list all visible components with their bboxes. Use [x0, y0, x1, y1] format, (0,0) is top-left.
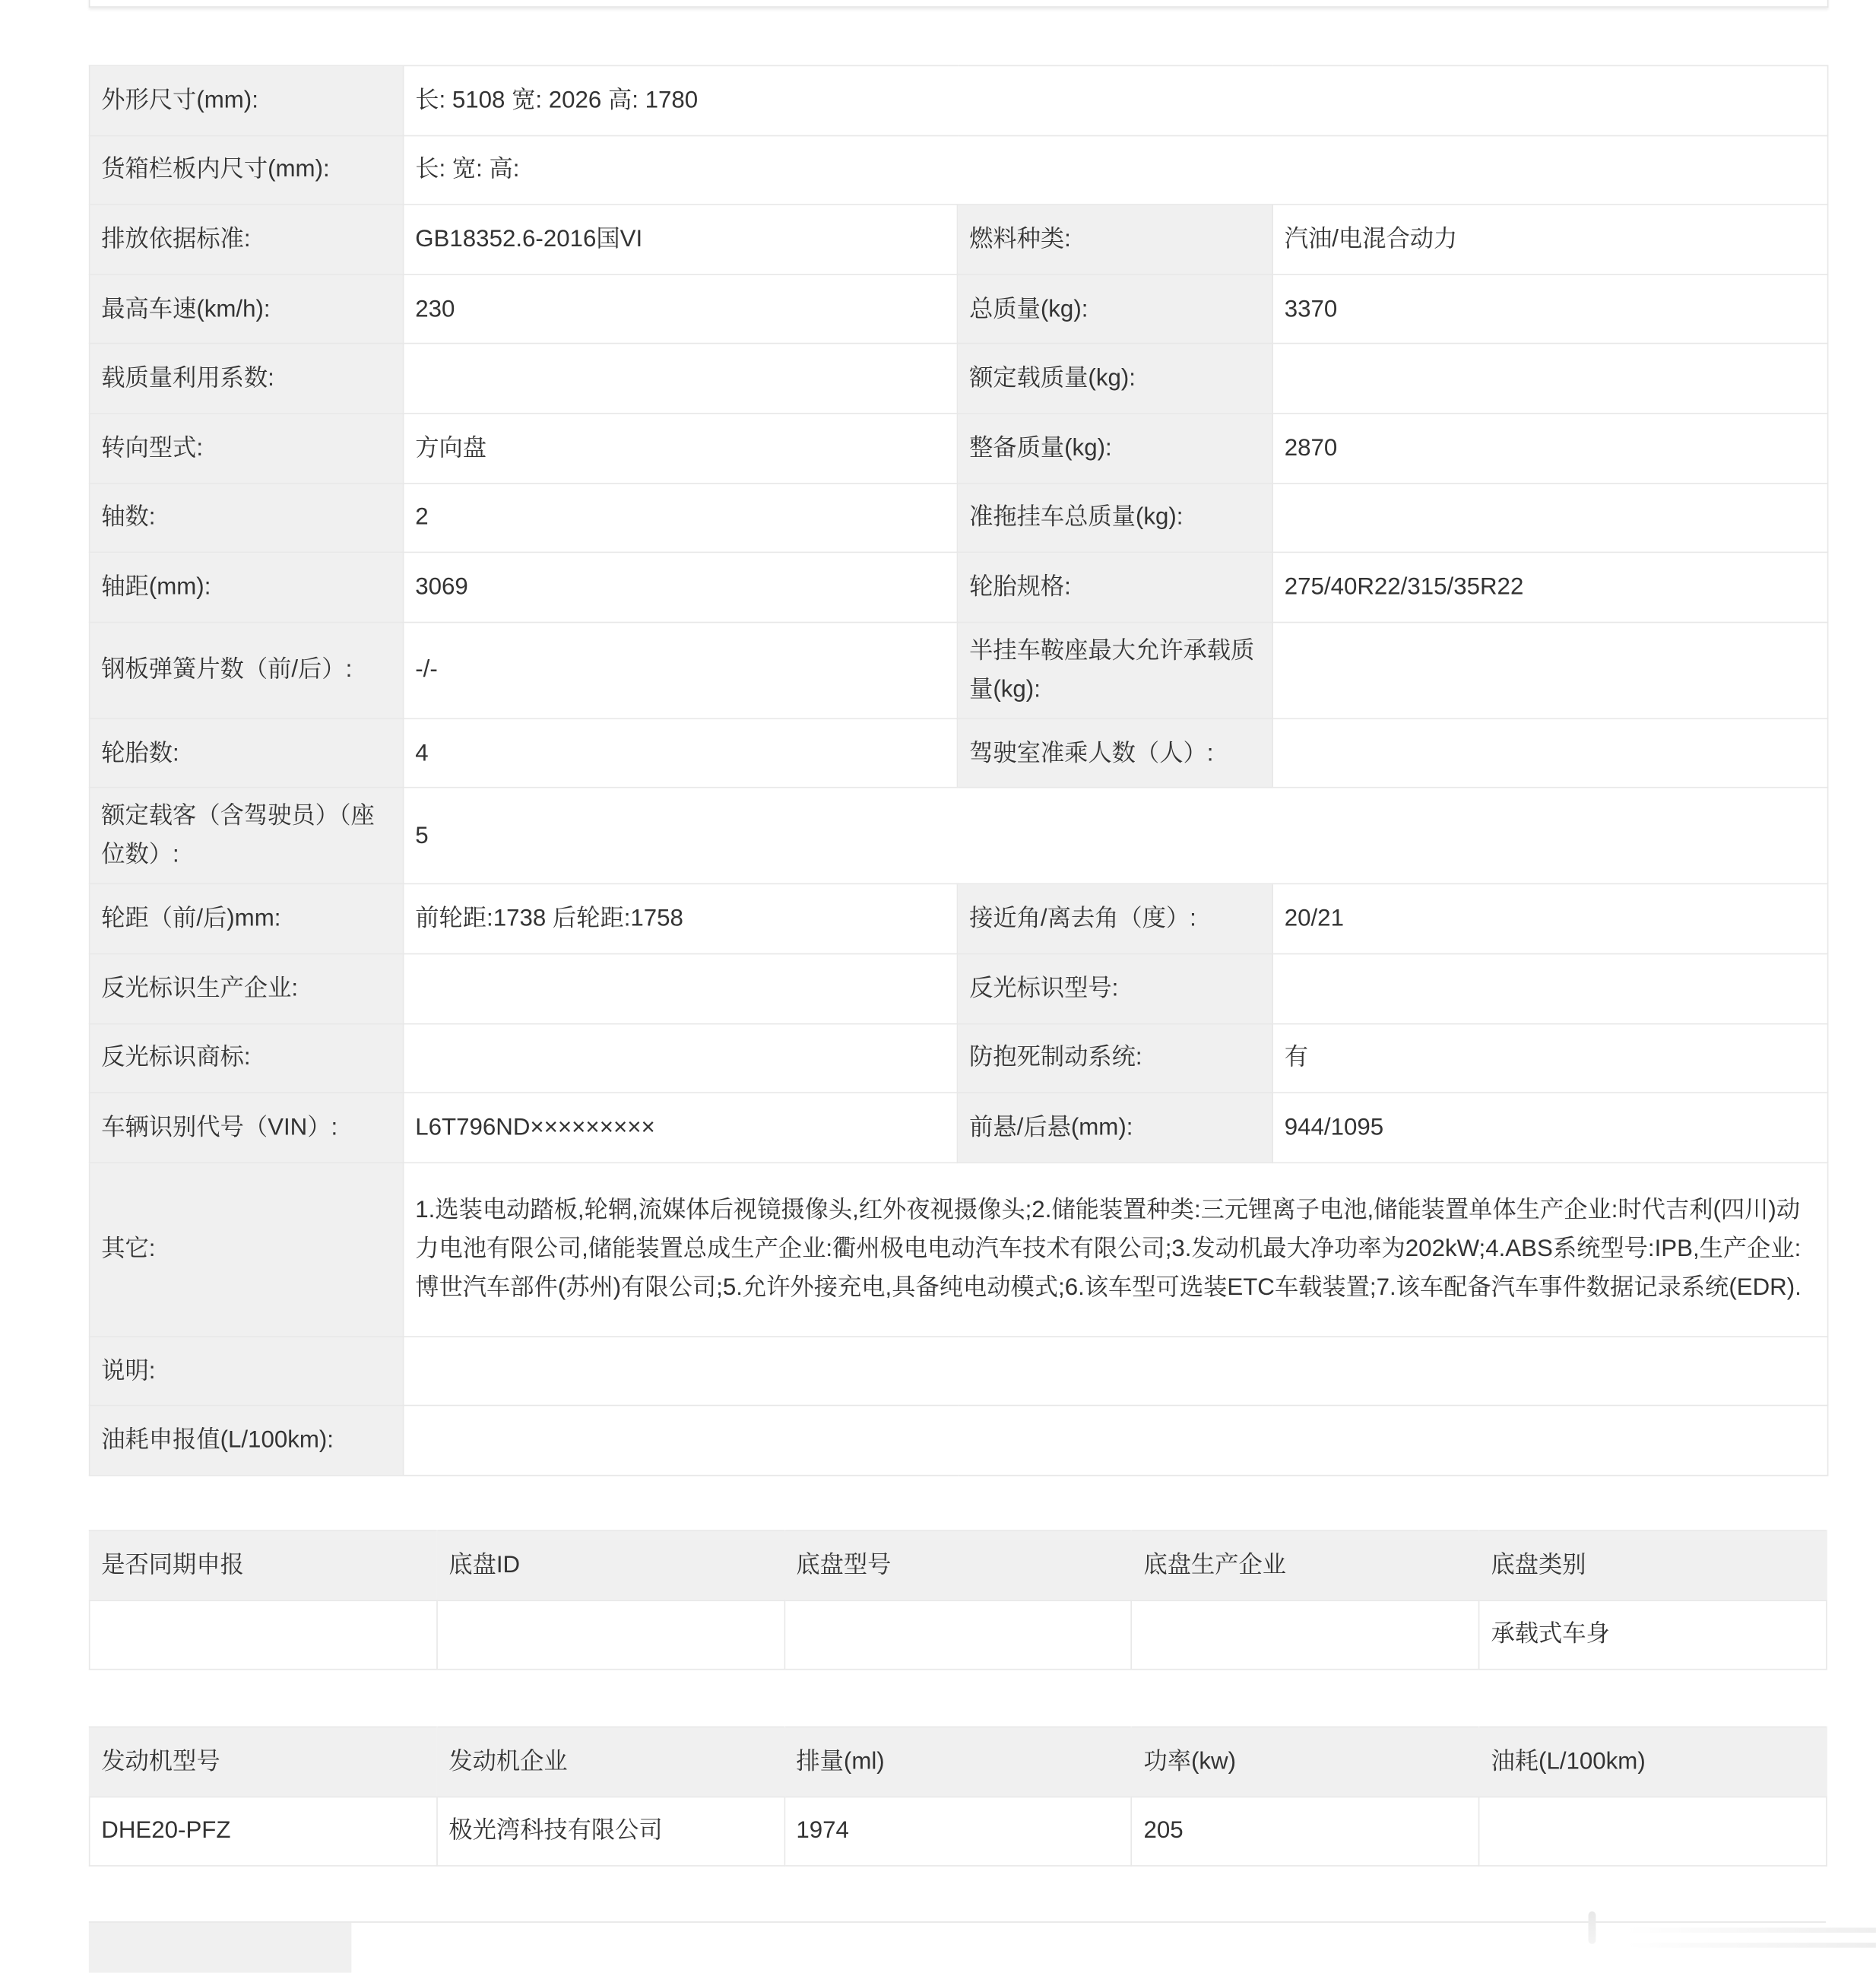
- chassis-header-cell: 底盘生产企业: [1132, 1531, 1479, 1600]
- spec-value: 前轮距:1738 后轮距:1758: [404, 884, 958, 953]
- spec-label: 轴数:: [90, 483, 404, 552]
- spec-row: [90, 135, 1828, 205]
- spec-label: 反光标识商标:: [90, 1023, 404, 1093]
- spec-value: 方向盘: [404, 414, 958, 483]
- chassis-cell: [784, 1600, 1132, 1669]
- spec-value: [1272, 344, 1828, 413]
- spec-value: 长: 5108 宽: 2026 高: 1780: [404, 65, 1828, 135]
- engine-header-cell: 发动机型号: [90, 1727, 437, 1796]
- engine-header-cell: 发动机企业: [437, 1727, 784, 1796]
- spec-value: 3370: [1272, 274, 1828, 344]
- engine-cell: 205: [1132, 1797, 1479, 1866]
- spec-label: 外形尺寸(mm):: [90, 65, 404, 135]
- spec-label: 轴距(mm):: [90, 553, 404, 622]
- spec-value: 2: [404, 483, 958, 552]
- engine-header-cell: 排量(ml): [784, 1727, 1132, 1796]
- scrollbar[interactable]: [1589, 1911, 1876, 1946]
- spec-label: 最高车速(km/h):: [90, 274, 404, 344]
- spec-value: [1272, 483, 1828, 552]
- engine-header-cell: 油耗(L/100km): [1479, 1727, 1827, 1796]
- spec-label: 整备质量(kg):: [957, 414, 1272, 483]
- spec-label: 排放依据标准:: [90, 205, 404, 274]
- spec-row: [90, 788, 1828, 884]
- engine-header-row: [90, 1727, 1827, 1796]
- engine-row: [90, 1797, 1827, 1866]
- spec-row: [90, 1337, 1828, 1406]
- spec-label: 驾驶室准乘人数（人）:: [957, 718, 1272, 788]
- spec-row: [90, 953, 1828, 1023]
- spec-label: 反光标识型号:: [957, 953, 1272, 1023]
- spec-value: [404, 1406, 1828, 1475]
- spec-label: 轮胎规格:: [957, 553, 1272, 622]
- spec-label: 燃料种类:: [957, 205, 1272, 274]
- spec-value: [404, 344, 958, 413]
- spec-label: 半挂车鞍座最大允许承载质量(kg):: [957, 622, 1272, 718]
- spec-label: 总质量(kg):: [957, 274, 1272, 344]
- spec-value: 汽油/电混合动力: [1272, 205, 1828, 274]
- vehicle-spec-table: [89, 65, 1829, 1477]
- spec-row: [90, 622, 1828, 718]
- spec-row: [90, 1406, 1828, 1475]
- spec-row: [90, 414, 1828, 483]
- spec-value: 944/1095: [1272, 1093, 1828, 1162]
- spec-value: 230: [404, 274, 958, 344]
- engine-header-cell: 功率(kw): [1132, 1727, 1479, 1796]
- chassis-row: [90, 1600, 1827, 1669]
- spec-value: [404, 1023, 958, 1093]
- spec-value: -/-: [404, 622, 958, 718]
- spec-label: 转向型式:: [90, 414, 404, 483]
- spec-row: [90, 553, 1828, 622]
- spec-label: 其它:: [90, 1163, 404, 1337]
- spec-label: 轮距（前/后)mm:: [90, 884, 404, 953]
- chassis-header-cell: 底盘ID: [437, 1531, 784, 1600]
- spec-row: [90, 274, 1828, 344]
- chassis-header-row: [90, 1531, 1827, 1600]
- spec-label: 前悬/后悬(mm):: [957, 1093, 1272, 1162]
- spec-value: 长: 宽: 高:: [404, 135, 1828, 205]
- spec-value: 有: [1272, 1023, 1828, 1093]
- spec-value: [1272, 718, 1828, 788]
- spec-row: [90, 483, 1828, 552]
- chassis-table: [89, 1530, 1827, 1670]
- previous-section-box: [89, 0, 1829, 8]
- chassis-cell: [437, 1600, 784, 1669]
- chassis-cell: [90, 1600, 437, 1669]
- spec-label: 反光标识生产企业:: [90, 953, 404, 1023]
- chassis-cell: 承载式车身: [1479, 1600, 1827, 1669]
- spec-value: [1272, 622, 1828, 718]
- spec-label: 接近角/离去角（度）:: [957, 884, 1272, 953]
- spec-label: 额定载质量(kg):: [957, 344, 1272, 413]
- chassis-header-cell: 底盘型号: [784, 1531, 1132, 1600]
- engine-cell: 极光湾科技有限公司: [437, 1797, 784, 1866]
- spec-label: 车辆识别代号（VIN）:: [90, 1093, 404, 1162]
- spec-row: [90, 1093, 1828, 1162]
- chassis-header-cell: 是否同期申报: [90, 1531, 437, 1600]
- spec-value: [404, 1337, 1828, 1406]
- next-section-label-cell: [89, 1923, 352, 1973]
- spec-value: 1.选装电动踏板,轮辋,流媒体后视镜摄像头,红外夜视摄像头;2.储能装置种类:三元锂离子电池,储能装置单体生产企业:时代吉利(四川)动力电池有限公司,储能装置总成生产企业:衢州极电电动汽车技术有限公司;3.发动机最大净功率为202kW;4.ABS系统型号:IPB,生产企业:博世汽车部件(苏州)有限公司;5.允许外接充电,具备纯电动模式;6.该车型可选装ETC车载装置;7.该车配备汽车事件数据记录系统(EDR).: [404, 1163, 1828, 1337]
- spec-value: 20/21: [1272, 884, 1828, 953]
- spec-label: 准拖挂车总质量(kg):: [957, 483, 1272, 552]
- spec-value: GB18352.6-2016国VI: [404, 205, 958, 274]
- spec-row: [90, 718, 1828, 788]
- engine-table: [89, 1727, 1827, 1867]
- spec-row: [90, 205, 1828, 274]
- spec-value: 5: [404, 788, 1828, 884]
- engine-cell: DHE20-PFZ: [90, 1797, 437, 1866]
- spec-row: [90, 884, 1828, 953]
- spec-row: [90, 65, 1828, 135]
- spec-value: [1272, 953, 1828, 1023]
- spec-label: 额定载客（含驾驶员）（座位数）:: [90, 788, 404, 884]
- engine-cell: 1974: [784, 1797, 1132, 1866]
- spec-row: [90, 344, 1828, 413]
- spec-row: [90, 1163, 1828, 1337]
- spec-value: 275/40R22/315/35R22: [1272, 553, 1828, 622]
- spec-label: 钢板弹簧片数（前/后）:: [90, 622, 404, 718]
- spec-value: 3069: [404, 553, 958, 622]
- spec-label: 载质量利用系数:: [90, 344, 404, 413]
- spec-label: 说明:: [90, 1337, 404, 1406]
- spec-value: L6T796ND×××××××××: [404, 1093, 958, 1162]
- spec-label: 油耗申报值(L/100km):: [90, 1406, 404, 1475]
- engine-cell: [1479, 1797, 1827, 1866]
- spec-row: [90, 1023, 1828, 1093]
- spec-label: 防抱死制动系统:: [957, 1023, 1272, 1093]
- next-section-table: [89, 1921, 1826, 1972]
- spec-label: 货箱栏板内尺寸(mm):: [90, 135, 404, 205]
- spec-value: [404, 953, 958, 1023]
- chassis-header-cell: 底盘类别: [1479, 1531, 1827, 1600]
- spec-value: 4: [404, 718, 958, 788]
- chassis-cell: [1132, 1600, 1479, 1669]
- spec-value: 2870: [1272, 414, 1828, 483]
- spec-label: 轮胎数:: [90, 718, 404, 788]
